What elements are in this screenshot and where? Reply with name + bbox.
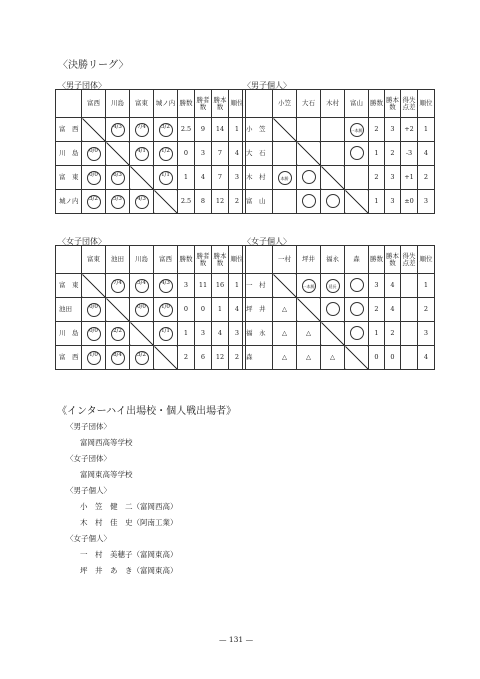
table-cell: 5/3 xyxy=(106,190,130,214)
entry: 坪 井 あ き（富岡東高） xyxy=(80,566,178,575)
table-cell: 木 村 xyxy=(243,166,273,190)
table-cell: 勝本数 xyxy=(212,246,229,274)
table-cell: 3 xyxy=(195,142,212,166)
table-cell: 9 xyxy=(195,118,212,142)
table-cell: 1 xyxy=(229,118,246,142)
table-row xyxy=(243,298,435,322)
table-cell: 0/0 xyxy=(82,166,106,190)
self-cell xyxy=(273,274,297,298)
table-cell: 富山 xyxy=(345,90,369,118)
table-cell xyxy=(401,346,418,370)
table-cell: 4 xyxy=(385,298,401,322)
table-cell: 富東 xyxy=(82,246,106,274)
table-cell xyxy=(321,142,345,166)
col-header: 順位 xyxy=(229,90,246,118)
table-cell: △ xyxy=(273,322,297,346)
table-cell: 0 xyxy=(385,346,401,370)
table-cell: 坪井 xyxy=(297,246,321,274)
table-cell: +2 xyxy=(401,118,418,142)
table-cell: 0 xyxy=(369,346,385,370)
self-cell xyxy=(345,190,369,214)
self-cell xyxy=(154,346,178,370)
table-cell: 富 山 xyxy=(243,190,273,214)
self-cell xyxy=(154,190,178,214)
table-cell: 延長 xyxy=(321,274,345,298)
table-cell xyxy=(345,166,369,190)
table-cell: 7 xyxy=(212,142,229,166)
boys-team-label: 〈男子団体〉 xyxy=(58,81,106,90)
table-cell: 16 xyxy=(212,274,229,298)
table-cell: 大 石 xyxy=(243,142,273,166)
table-cell: 1 xyxy=(229,274,246,298)
self-cell xyxy=(297,298,321,322)
table-cell: 川 島 xyxy=(56,142,82,166)
table-cell xyxy=(401,298,418,322)
table-cell: 8 xyxy=(195,190,212,214)
table-cell: 勝本数 xyxy=(385,90,401,118)
col-header: 勝者数 xyxy=(195,90,212,118)
table-cell xyxy=(243,246,273,274)
table-cell: 0 xyxy=(178,298,195,322)
table-cell xyxy=(56,246,82,274)
table-cell: 勝数 xyxy=(178,246,195,274)
table-cell: 4 xyxy=(418,346,435,370)
table-cell: 2.5 xyxy=(178,118,195,142)
girls-team-label: 〈女子団体〉 xyxy=(58,237,106,246)
table-cell: 順位 xyxy=(229,246,246,274)
girls-team-table xyxy=(55,245,246,370)
table-cell: 1 xyxy=(418,118,435,142)
table-cell: 2 xyxy=(385,322,401,346)
table-cell: 1 xyxy=(369,142,385,166)
table-cell: 2 xyxy=(229,190,246,214)
table-cell: 福永 xyxy=(321,246,345,274)
table-cell: ±0 xyxy=(401,190,418,214)
table-cell: 富 西 xyxy=(56,118,82,142)
table-cell: 11 xyxy=(195,274,212,298)
table-row xyxy=(243,142,435,166)
table-cell: 4 xyxy=(229,298,246,322)
table-cell xyxy=(297,118,321,142)
table-cell: 2 xyxy=(385,142,401,166)
table-cell: 4/3 xyxy=(106,118,130,142)
table-cell: 富 西 xyxy=(56,346,82,370)
table-cell xyxy=(243,90,273,118)
table-cell: 4 xyxy=(385,274,401,298)
table-cell xyxy=(401,274,418,298)
table-cell: 3 xyxy=(385,166,401,190)
table-cell: +1 xyxy=(401,166,418,190)
table-cell: 富西 xyxy=(154,246,178,274)
table-cell: 0 xyxy=(178,142,195,166)
table-cell xyxy=(297,166,321,190)
table-row xyxy=(243,274,435,298)
table-row xyxy=(56,142,246,166)
entry: 木 村 佳 史（阿南工業） xyxy=(80,518,178,527)
table-cell: 3/2 xyxy=(154,118,178,142)
table-cell: 2/2 xyxy=(106,322,130,346)
table-cell: 3 xyxy=(385,190,401,214)
self-cell xyxy=(106,142,130,166)
table-cell: 順位 xyxy=(418,246,435,274)
table-cell: 小笠 xyxy=(273,90,297,118)
table-cell: 坪 井 xyxy=(243,298,273,322)
section-label: 〈女子団体〉 xyxy=(66,454,111,463)
table-cell: 1/1 xyxy=(154,322,178,346)
table-cell: 1 xyxy=(369,322,385,346)
table-cell xyxy=(345,274,369,298)
table-cell: 4/3 xyxy=(154,274,178,298)
table-row xyxy=(56,118,246,142)
table-cell: 6/3 xyxy=(106,166,130,190)
entry: 富岡東高等学校 xyxy=(80,470,133,479)
table-cell: 0/0 xyxy=(82,322,106,346)
table-row xyxy=(243,166,435,190)
table-cell: 勝本数 xyxy=(385,246,401,274)
table-cell: △ xyxy=(273,298,297,322)
table-cell: 3/2 xyxy=(130,346,154,370)
table-cell: 一本勝 xyxy=(297,274,321,298)
table-cell: 2 xyxy=(418,298,435,322)
table-cell: 4 xyxy=(229,142,246,166)
table-cell: 3/2 xyxy=(82,190,106,214)
table-cell: 一 村 xyxy=(243,274,273,298)
table-row xyxy=(243,190,435,214)
table-cell: 0 xyxy=(195,298,212,322)
table-cell: 3 xyxy=(229,322,246,346)
self-cell xyxy=(106,298,130,322)
table-cell: 順位 xyxy=(418,90,435,118)
table-cell: △ xyxy=(297,322,321,346)
self-cell xyxy=(130,322,154,346)
table-cell: 1 xyxy=(212,298,229,322)
table-row xyxy=(56,166,246,190)
table-cell: 1/0 xyxy=(82,346,106,370)
table-row xyxy=(56,298,246,322)
table-cell: 4 xyxy=(212,322,229,346)
page-title: 〈決勝リーグ〉 xyxy=(58,60,129,71)
table-cell: △ xyxy=(297,346,321,370)
table-cell: 2 xyxy=(178,346,195,370)
table-cell xyxy=(401,322,418,346)
table-row xyxy=(56,190,246,214)
table-cell: 富 東 xyxy=(56,166,82,190)
table-cell: 1 xyxy=(178,166,195,190)
table-cell xyxy=(273,190,297,214)
table-cell: 勝数 xyxy=(369,246,385,274)
col-header: 城ノ内 xyxy=(154,90,178,118)
table-cell: 3 xyxy=(229,166,246,190)
table-cell: 大石 xyxy=(297,90,321,118)
col-header: 川島 xyxy=(106,90,130,118)
table-cell: 2 xyxy=(229,346,246,370)
table-cell: 一村 xyxy=(273,246,297,274)
col-header: 勝数 xyxy=(178,90,195,118)
table-cell: 富 東 xyxy=(56,274,82,298)
table-row xyxy=(243,346,435,370)
table-cell: 4/1 xyxy=(130,142,154,166)
table-cell: 4 xyxy=(195,166,212,190)
table-cell: 得失点差 xyxy=(401,246,418,274)
table-cell: 本勝 xyxy=(273,166,297,190)
table-cell: 2 xyxy=(369,298,385,322)
section-label: 〈男子個人〉 xyxy=(66,486,111,495)
page-number: — 131 — xyxy=(219,635,254,644)
table-cell: 6 xyxy=(195,346,212,370)
table-cell: 0/0 xyxy=(82,142,106,166)
table-cell: 小 笠 xyxy=(243,118,273,142)
table-cell: 勝数 xyxy=(369,90,385,118)
table-cell: △ xyxy=(321,346,345,370)
table-cell xyxy=(321,298,345,322)
self-cell xyxy=(130,166,154,190)
table-cell: 12 xyxy=(212,346,229,370)
table-cell: 川島 xyxy=(130,246,154,274)
table-cell xyxy=(273,142,297,166)
table-cell: 4 xyxy=(418,142,435,166)
table-cell: 3 xyxy=(195,322,212,346)
entry: 富岡西高等学校 xyxy=(80,438,133,447)
table-cell: 12 xyxy=(212,190,229,214)
corner xyxy=(56,90,82,118)
table-cell: 5/4 xyxy=(130,274,154,298)
table-cell: 3 xyxy=(418,322,435,346)
table-cell: 7/4 xyxy=(130,118,154,142)
boys-indiv-table xyxy=(242,89,435,214)
table-cell: 池田 xyxy=(106,246,130,274)
self-cell xyxy=(82,274,106,298)
interhigh-title: 《インターハイ出場校・個人戦出場者》 xyxy=(57,406,237,417)
table-cell: 池田 xyxy=(56,298,82,322)
table-cell: 14 xyxy=(212,118,229,142)
table-cell: 0/0 xyxy=(82,298,106,322)
table-cell xyxy=(321,118,345,142)
girls-indiv-table xyxy=(242,245,435,370)
self-cell xyxy=(345,346,369,370)
table-cell: 3 xyxy=(385,118,401,142)
table-cell xyxy=(345,298,369,322)
table-row xyxy=(56,274,246,298)
col-header: 富西 xyxy=(82,90,106,118)
table-cell: 一本勝 xyxy=(345,118,369,142)
girls-indiv-label: 〈女子個人〉 xyxy=(243,237,291,246)
table-cell: 2.5 xyxy=(178,190,195,214)
col-header: 勝本数 xyxy=(212,90,229,118)
table-cell: 森 xyxy=(345,246,369,274)
table-cell xyxy=(297,190,321,214)
table-cell: 城ノ内 xyxy=(56,190,82,214)
table-cell: 2 xyxy=(369,118,385,142)
table-cell: 0/0 xyxy=(130,298,154,322)
col-header: 富東 xyxy=(130,90,154,118)
table-cell: △ xyxy=(273,346,297,370)
self-cell xyxy=(273,118,297,142)
table-row xyxy=(243,322,435,346)
table-cell: 1 xyxy=(369,190,385,214)
table-cell: 3 xyxy=(418,190,435,214)
boys-indiv-label: 〈男子個人〉 xyxy=(243,81,291,90)
table-cell: 福 永 xyxy=(243,322,273,346)
table-cell: 1/0 xyxy=(154,298,178,322)
table-cell: 7 xyxy=(212,166,229,190)
table-cell xyxy=(321,190,345,214)
entry: 一 村 美穂子（富岡東高） xyxy=(80,550,178,559)
table-cell: 勝者数 xyxy=(195,246,212,274)
entry: 小 笠 健 二（富岡西高） xyxy=(80,502,178,511)
table-cell: 2 xyxy=(369,166,385,190)
boys-team-table xyxy=(55,89,246,214)
table-cell: 1 xyxy=(418,274,435,298)
self-cell xyxy=(321,322,345,346)
section-label: 〈女子個人〉 xyxy=(66,534,111,543)
self-cell xyxy=(82,118,106,142)
table-cell xyxy=(345,322,369,346)
table-cell: 7/4 xyxy=(106,274,130,298)
section-label: 〈男子団体〉 xyxy=(66,422,111,431)
table-cell: 2 xyxy=(418,166,435,190)
table-cell: 1/1 xyxy=(154,166,178,190)
table-cell: 1/2 xyxy=(154,142,178,166)
table-cell xyxy=(345,142,369,166)
table-row xyxy=(243,118,435,142)
table-cell: 3 xyxy=(369,274,385,298)
table-cell: 森 xyxy=(243,346,273,370)
self-cell xyxy=(321,166,345,190)
self-cell xyxy=(297,142,321,166)
table-cell: 8/4 xyxy=(106,346,130,370)
table-cell: 木村 xyxy=(321,90,345,118)
table-cell: -3 xyxy=(401,142,418,166)
table-row xyxy=(56,346,246,370)
table-cell: 4/3 xyxy=(130,190,154,214)
table-cell: 1 xyxy=(178,322,195,346)
table-cell: 得失点差 xyxy=(401,90,418,118)
table-cell: 川 島 xyxy=(56,322,82,346)
table-cell: 3 xyxy=(178,274,195,298)
table-row xyxy=(56,322,246,346)
